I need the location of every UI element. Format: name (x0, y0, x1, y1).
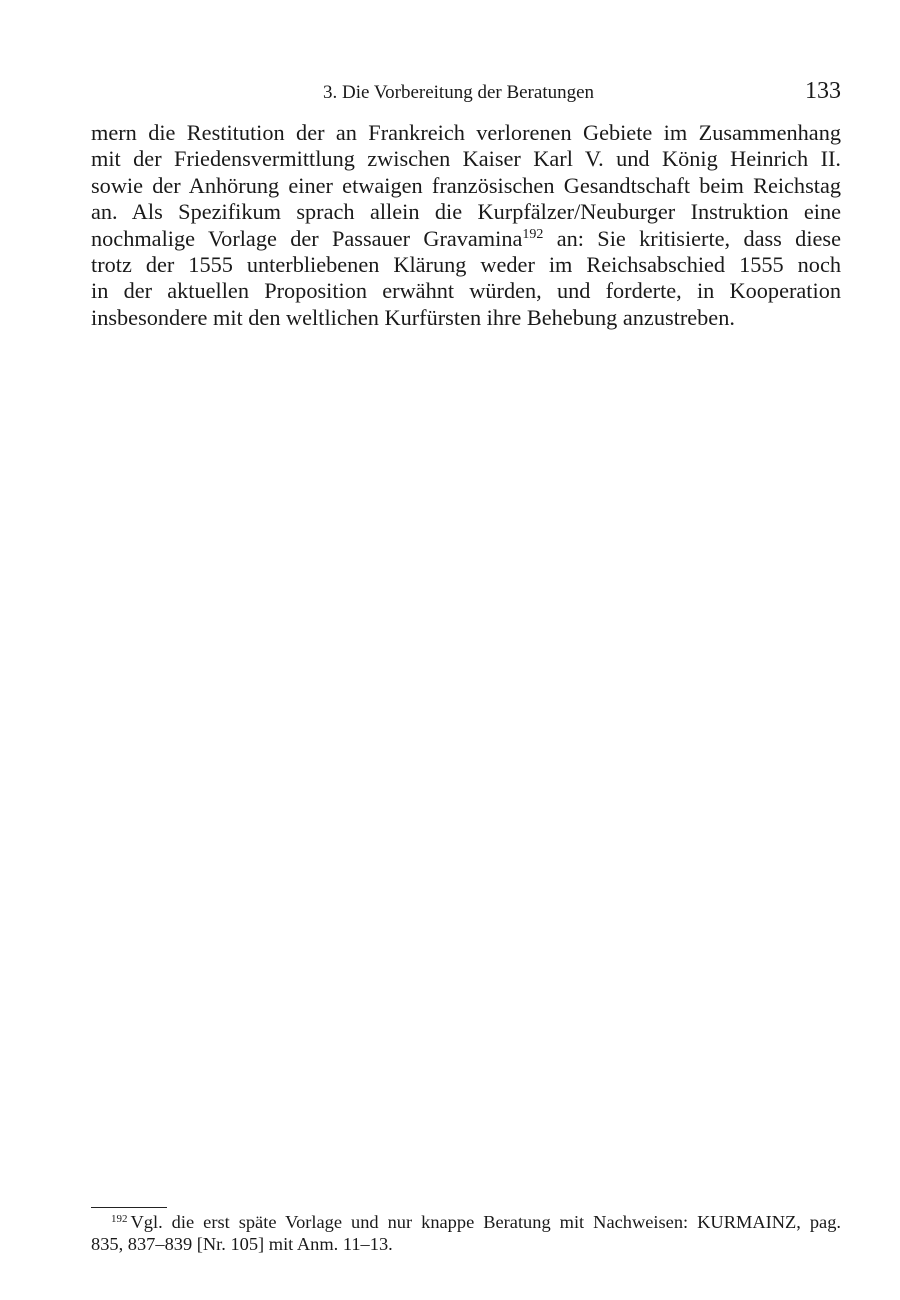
text-line: insbesondere mit den weltlichen Kurfürsten ihre Behebung anzustreben. (91, 304, 735, 330)
text-line: trotz der 1555 unterbliebenen Klärung weder im Reichsabschied 1555 noch (91, 251, 841, 277)
running-title: 3. Die Vorbereitung der Beratungen (323, 82, 595, 103)
footnote (91, 1211, 841, 1255)
footnote-line: 835, 837–839 [Nr. 105] mit Anm. 11–13. (91, 1234, 393, 1254)
page-number: 133 (805, 78, 841, 104)
text-line (91, 226, 841, 252)
footnote-reference[interactable]: 192 (522, 226, 544, 242)
text-line: sowie der Anhörung einer etwaigen französischen Gesandtschaft beim Reichstag (91, 172, 841, 198)
footnote-text: Vgl. die erst späte Vorlage und nur knappe Beratung mit Nachweisen: KURMAINZ, pag. (130, 1212, 841, 1232)
body-paragraph (91, 120, 841, 331)
footnote-line (91, 1211, 841, 1233)
text-segment: nochmalige Vorlage der Passauer Gravamina (91, 225, 523, 251)
running-head (91, 78, 841, 108)
text-line: mern die Restitution der an Frankreich verlorenen Gebiete im Zusammenhang (91, 120, 841, 145)
footnote-marker: 192 (111, 1213, 128, 1225)
text-segment: an: Sie kritisierte, dass diese (543, 225, 841, 251)
text-line: in der aktuellen Proposition erwähnt würden, und forderte, in Kooperation (91, 278, 841, 304)
text-line: mit der Friedensvermittlung zwischen Kaiser Karl V. und König Heinrich II. (91, 146, 841, 172)
footnote-rule (91, 1207, 167, 1208)
text-line: an. Als Spezifikum sprach allein die Kurpfälzer/Neuburger Instruktion eine (91, 199, 841, 225)
